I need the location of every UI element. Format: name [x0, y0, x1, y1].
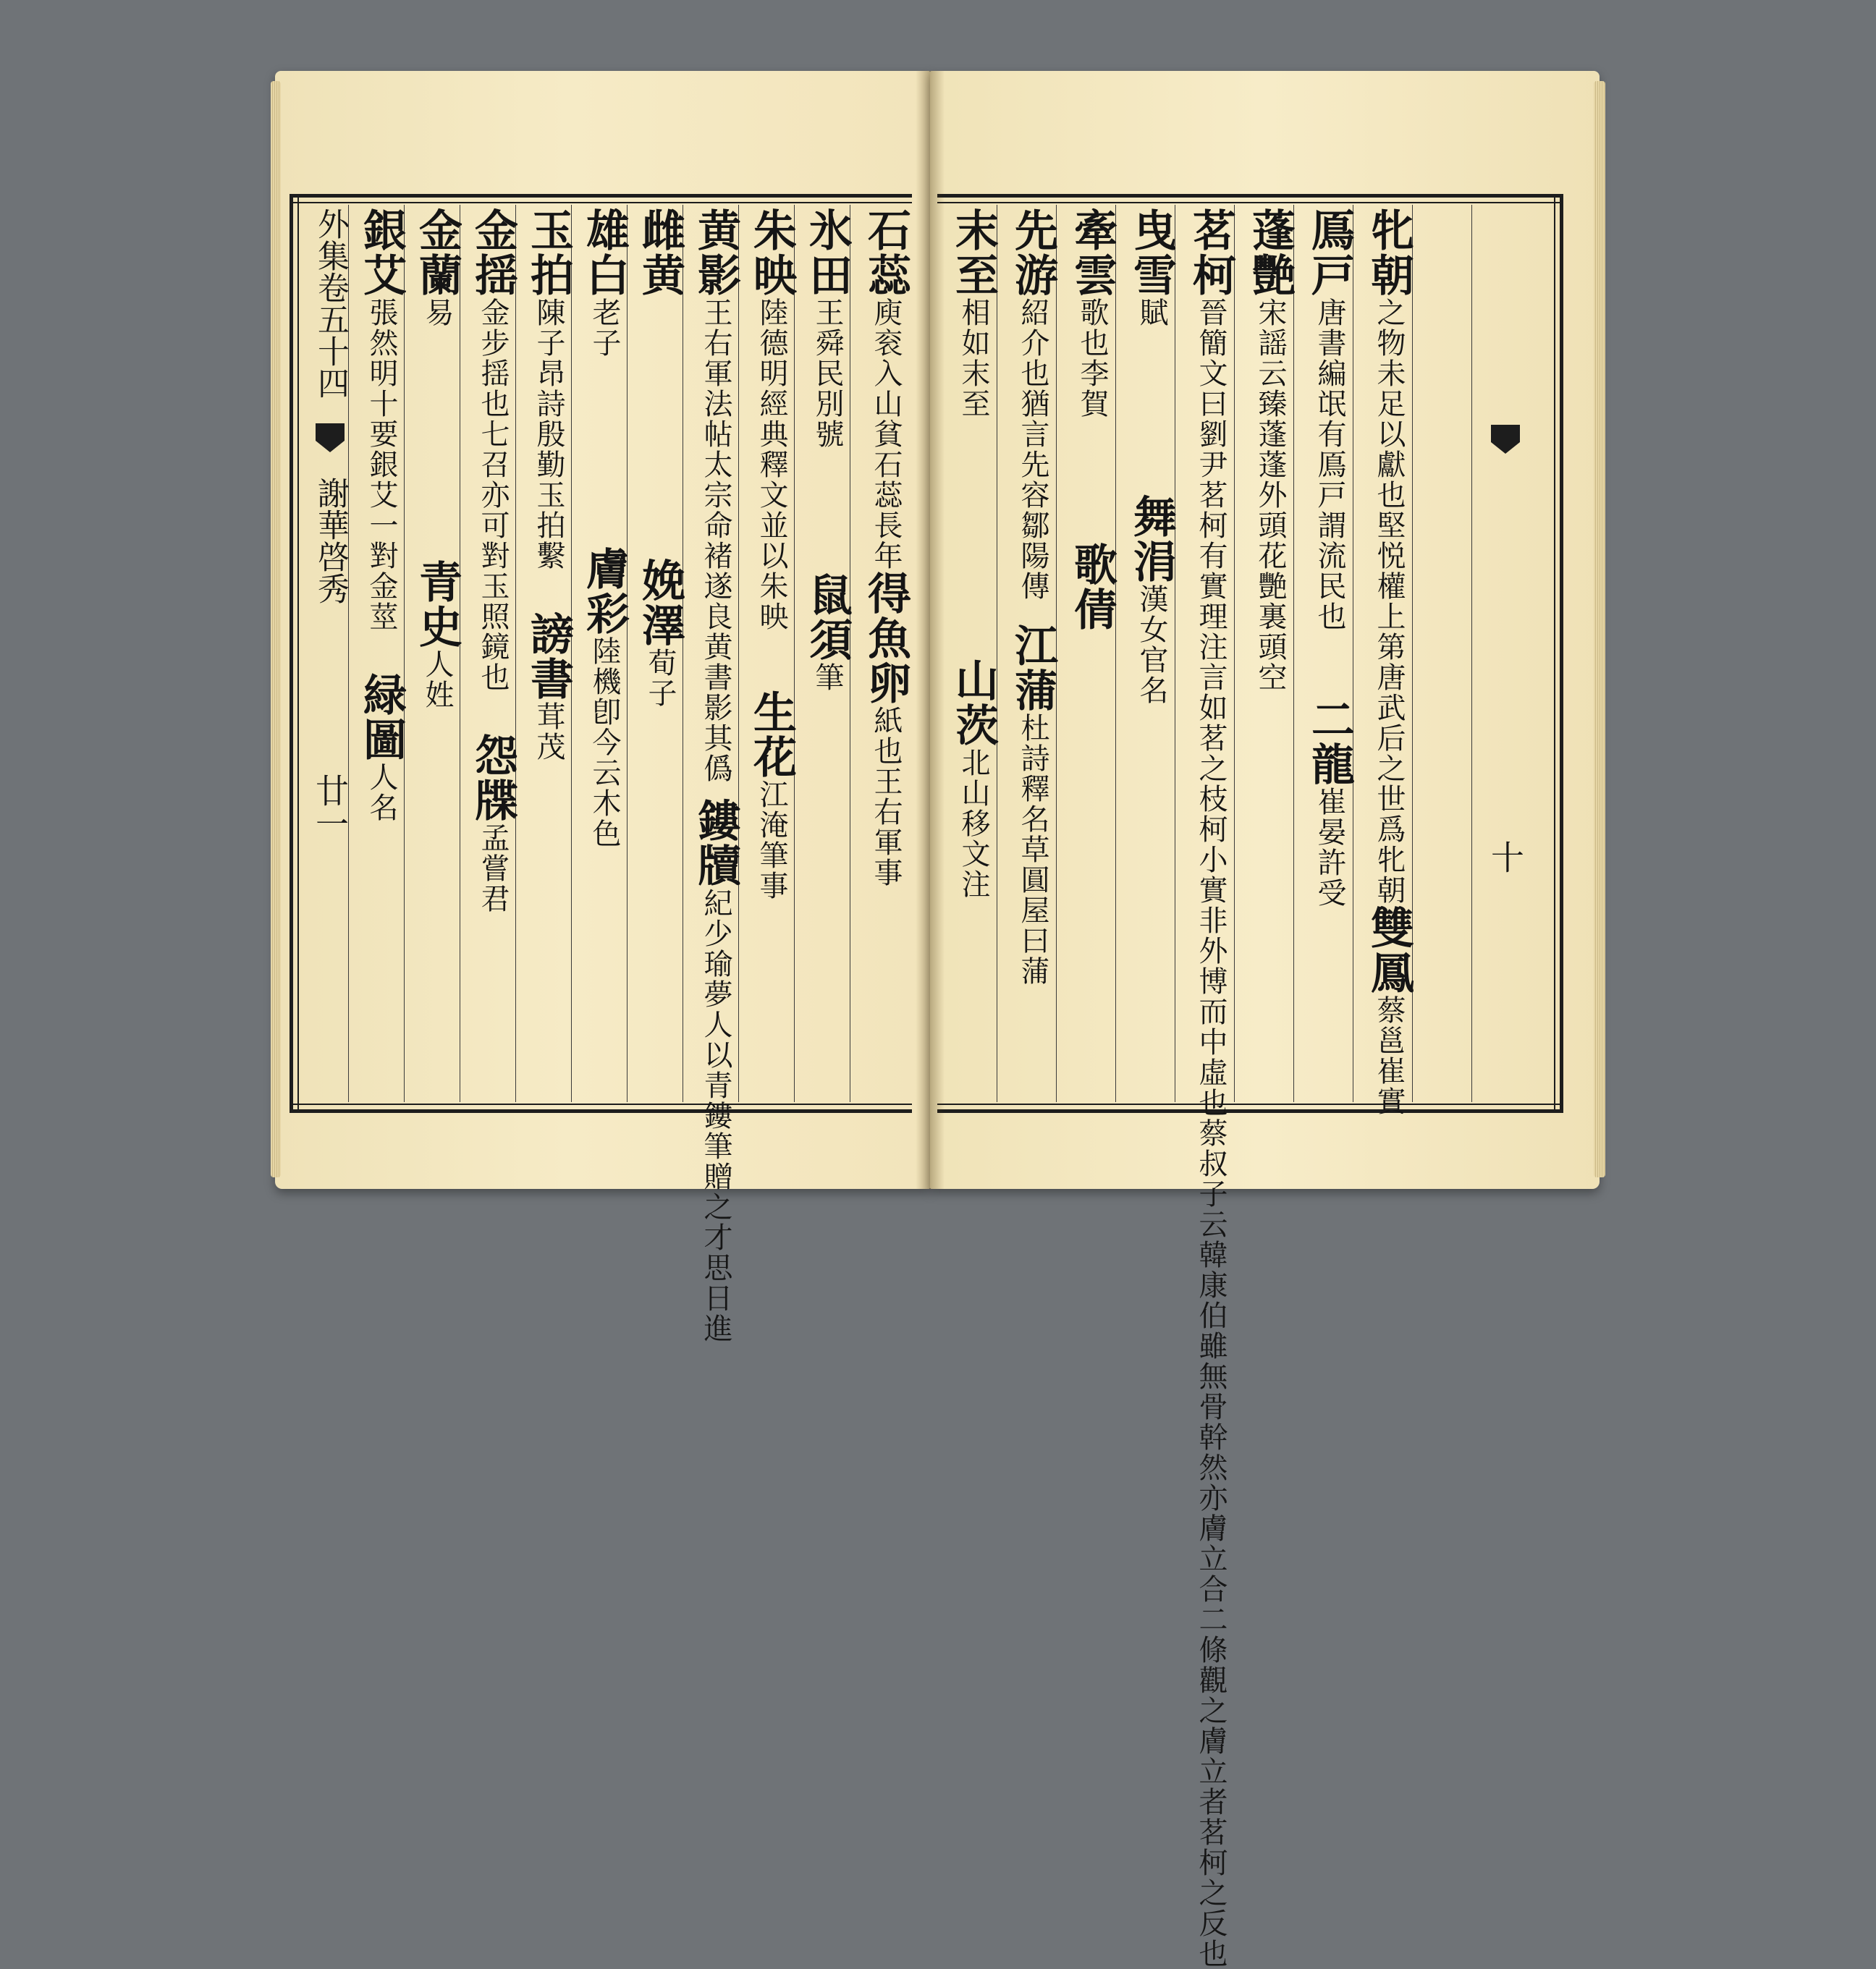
right-margin-column [1476, 208, 1525, 1099]
volume-title: 外集卷五十四 [312, 208, 349, 399]
entry-column: 雄白老子膚彩陸機卽今云木色 [579, 208, 630, 849]
entry-column: 牽雲歌也李賀歌倩 [1067, 208, 1117, 632]
entry-column: 先游紹介也猶言先容鄒陽傳江蒲杜詩釋名草圓屋曰蒲 [1007, 208, 1058, 986]
left-page [275, 71, 930, 1344]
entry-column: 金揺金步揺也七召亦可對玉照鏡也怨牒孟嘗君 [468, 208, 518, 914]
right-page-frame [937, 194, 1563, 1969]
entry-column: 茗柯晉簡文曰劉尹茗柯有實理注言如茗之枝柯小實非外博而中虛也蔡叔子云韓康伯雖無骨幹然亦膚立合二條觀之膚立者茗柯之反也 [1186, 208, 1236, 1969]
entry-column: 金蘭易青史人姓 [412, 208, 462, 710]
entry-column: 蓬艷宋謡云臻蓬蓬外頭花艷裏頭空 [1245, 208, 1296, 693]
page-stack-left [271, 81, 281, 1177]
entry-column: 末至相如末至山茨北山移文注 [948, 208, 999, 899]
entry-column: 玉拍陳子昂詩殷勤玉拍繫謗書茸茂 [523, 208, 574, 762]
right-page [930, 71, 1600, 1969]
fish-tail-mark-icon [1491, 425, 1520, 454]
section-title: 謝華啓秀 [312, 477, 349, 604]
entry-column: 雌黄娩澤荀子 [635, 208, 685, 708]
entry-column: 曳雪賦舞涓漢女官名 [1126, 208, 1177, 706]
entry-column: 牝朝之物未足以獻也堅悦權上第唐武后之世爲牝朝雙鳳蔡邕崔實 [1364, 208, 1414, 1117]
left-margin-column [300, 208, 350, 1099]
entry-column: 銀艾張然明十要銀艾一對金莖緑圖人名 [356, 208, 407, 823]
folio-number: 廿一 [310, 774, 350, 840]
fish-tail-mark-icon [316, 423, 345, 452]
entry-column: 黄影王右軍法帖太宗命褚遂良黄書影其僞鏤牘紀少瑜夢人以青鏤筆贈之才思日進 [690, 208, 741, 1344]
entry-column: 石蕊庾衮入山貧石蕊長年得魚卵紙也王右軍事 [861, 208, 911, 888]
left-page-frame [290, 194, 912, 1344]
entry-column: 氷田王舜民別號鼠須筆 [802, 208, 853, 693]
open-book [275, 71, 1600, 1969]
folio-number: 十 [1486, 840, 1525, 873]
entry-column: 鳫戸唐書編氓有鳫戸謂流民也二龍崔晏許受 [1304, 208, 1355, 908]
book-gutter [916, 71, 945, 1189]
page-stack-right [1594, 81, 1605, 1177]
entry-column: 朱映陸德明經典釋文並以朱映生花江淹筆事 [746, 208, 797, 901]
